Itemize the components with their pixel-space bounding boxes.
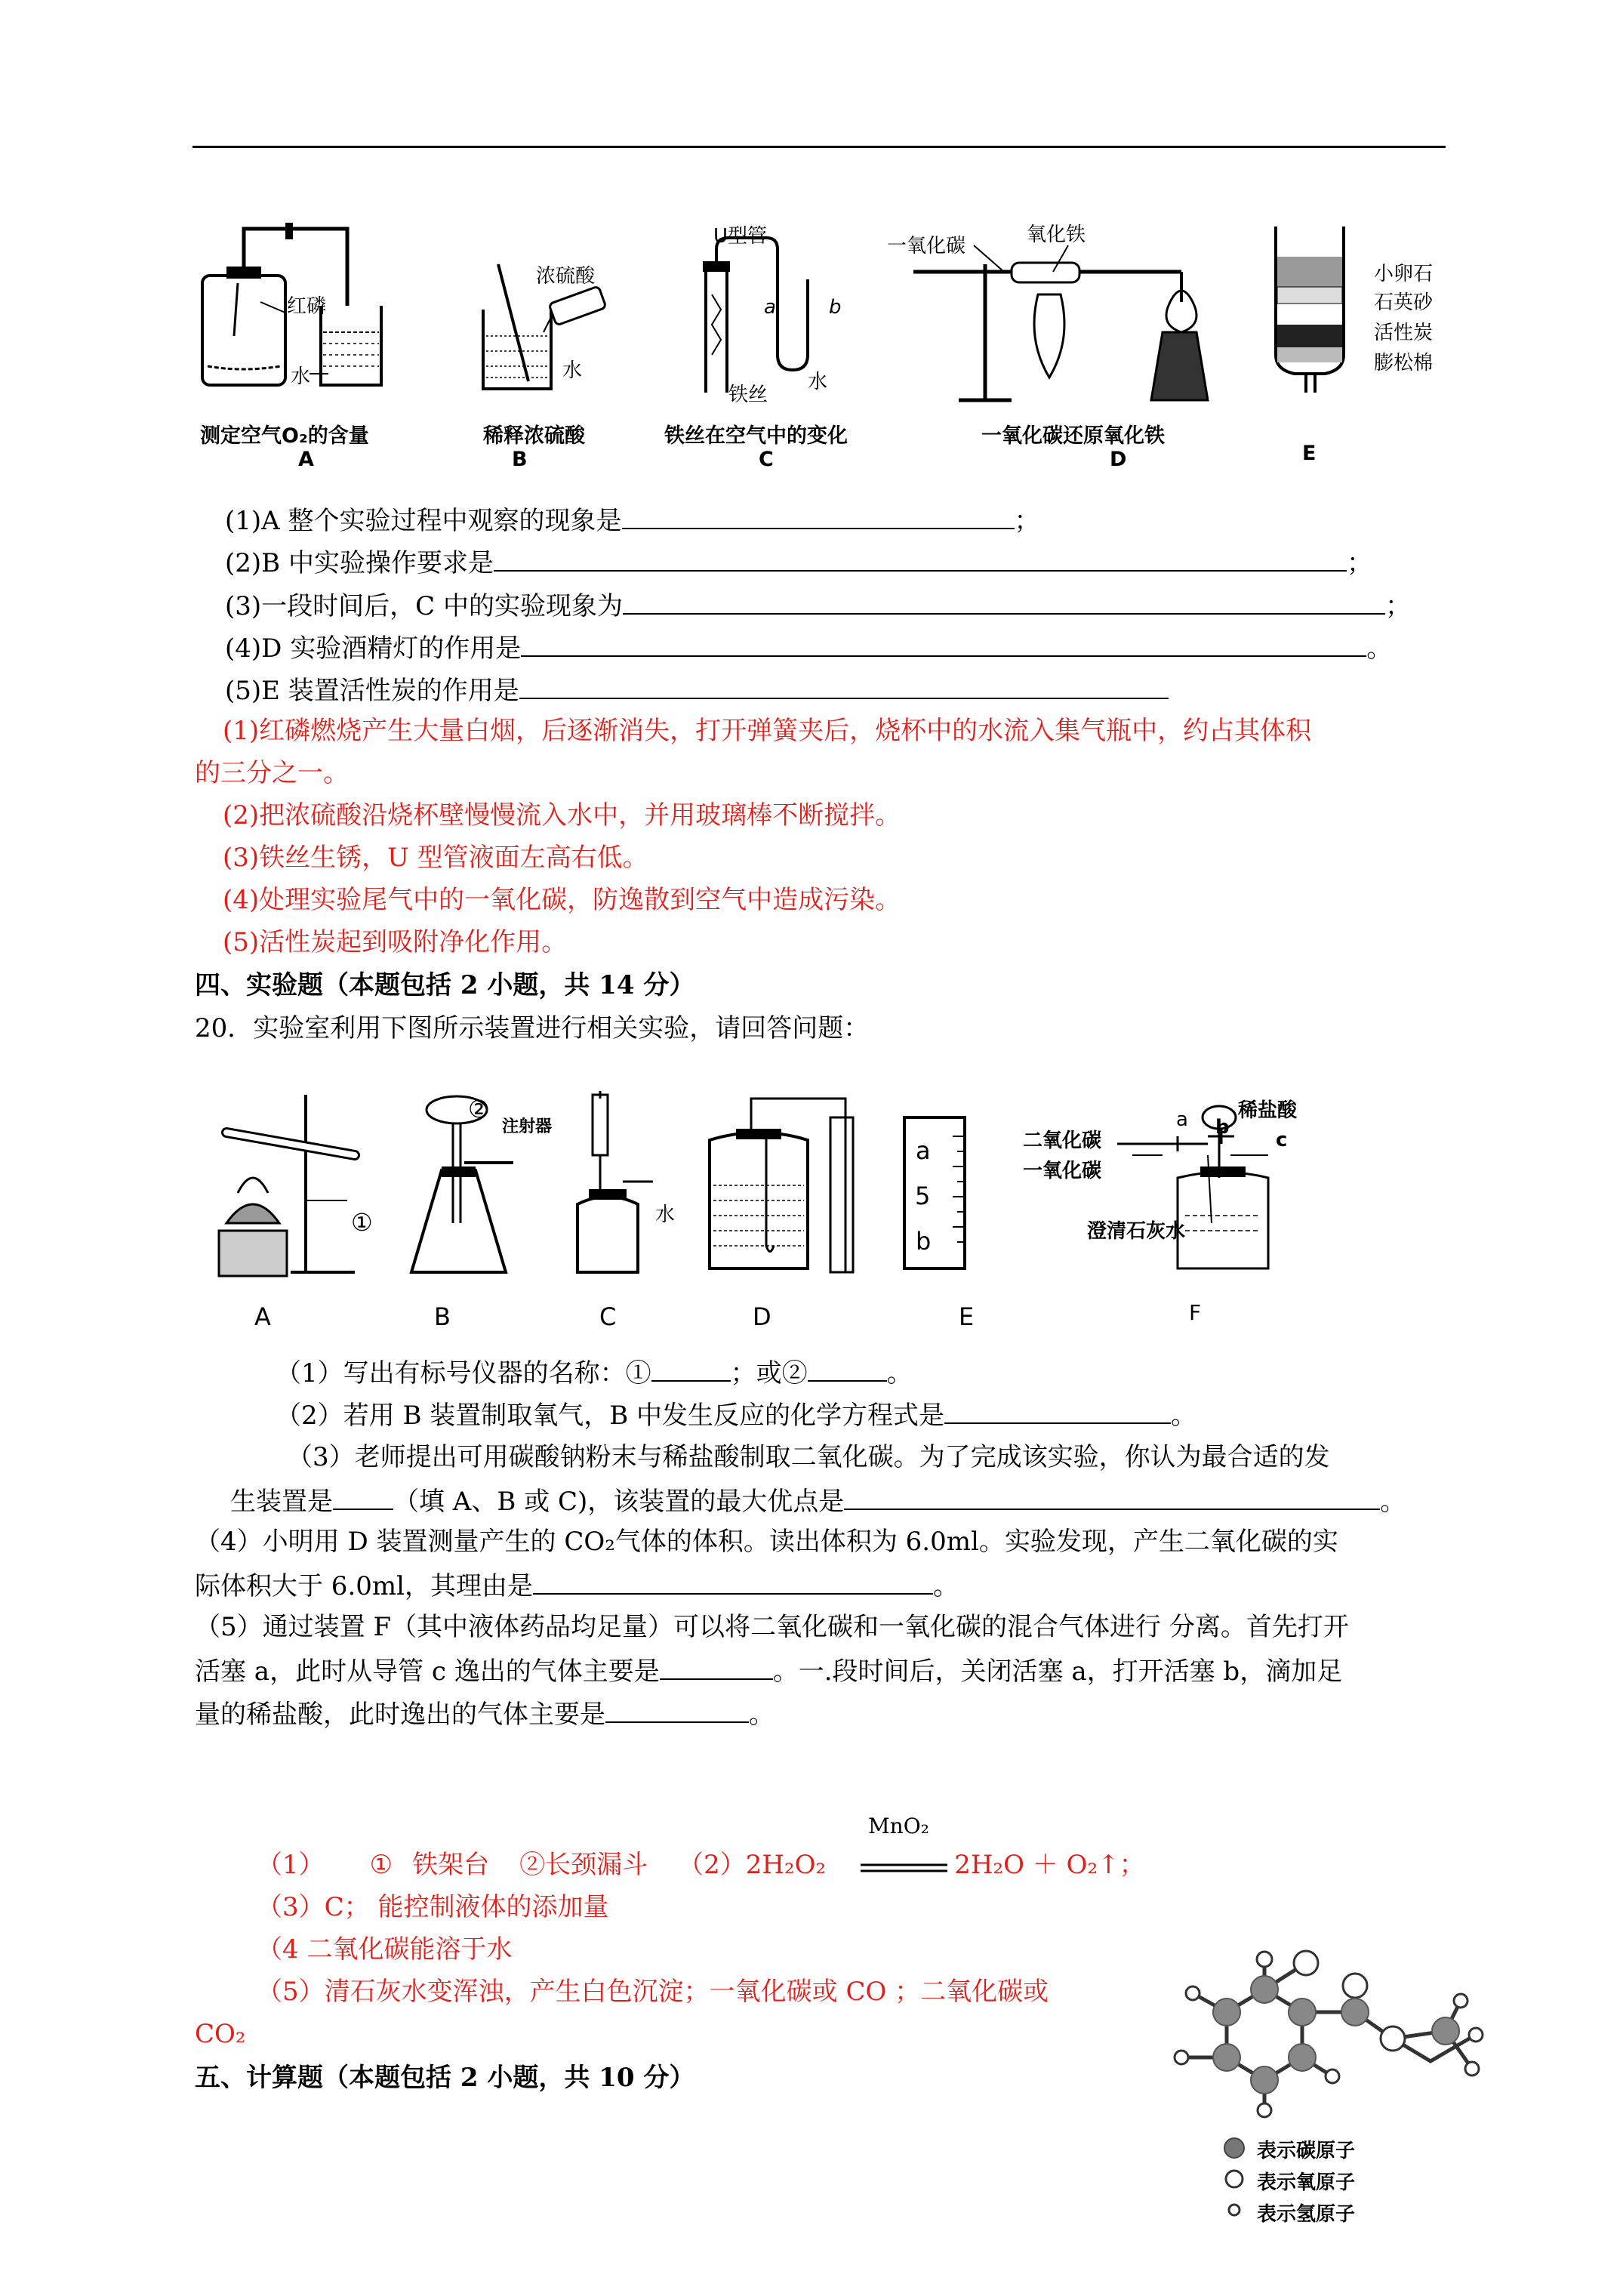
q20-q3-text: 生装置是	[230, 1487, 333, 1517]
letter-c: C	[759, 448, 774, 471]
q20-q2	[276, 1398, 1196, 1431]
q19-item-3-text: (3)一段时间后，C 中的实验现象为	[225, 591, 623, 621]
fig2-letter-e: E	[959, 1302, 975, 1331]
label-water-b: 水	[562, 359, 583, 382]
a1-num: （1）	[257, 1850, 325, 1880]
label-carbon-monoxide-d: 一氧化碳	[887, 235, 966, 257]
label-conc-sulfuric-acid: 浓硫酸	[536, 265, 596, 288]
apparatus-2e-diagram	[898, 1110, 981, 1272]
equation-double-line	[861, 1862, 947, 1874]
q20-answer-5: （5）清石灰水变浑浊，产生白色沉淀；一氧化碳或 CO ；二氧化碳或	[257, 1977, 1049, 2007]
scale-mark-b: b	[916, 1227, 932, 1256]
answer-blank[interactable]	[844, 1484, 1380, 1510]
q20-q3-b	[230, 1484, 1406, 1517]
label-co-inlet: 一氧化碳	[1023, 1160, 1102, 1182]
q20-q3-mid: （填 A、B 或 C)，该装置的最大优点是	[393, 1487, 845, 1517]
legend-carbon-label: 表示碳原子	[1257, 2140, 1356, 2162]
label-water-d: 水	[655, 1203, 676, 1226]
caption-c: 铁丝在空气中的变化	[664, 424, 848, 448]
q19-item-3-end: ；	[1384, 591, 1411, 621]
q20-q1	[276, 1356, 913, 1388]
q19-answer-2: (2)把浓硫酸沿烧杯壁慢慢流入水中，并用玻璃棒不断搅拌。	[223, 800, 901, 831]
q19-item-1	[225, 504, 1040, 536]
q20-q2-end: 。	[1171, 1401, 1197, 1431]
q19-answer-3: (3)铁丝生锈，U 型管液面左高右低。	[223, 843, 648, 873]
apparatus-2c-diagram	[562, 1091, 653, 1280]
eq-left: 2H₂O₂	[745, 1850, 827, 1880]
label-c-b: b	[829, 296, 842, 319]
label-activated-carbon: 活性炭	[1374, 322, 1434, 344]
answer-blank[interactable]	[623, 589, 1385, 615]
a1-circle: ①	[369, 1850, 393, 1880]
q20-stem: 20．实验室利用下图所示装置进行相关实验，请回答问题：	[195, 1013, 870, 1043]
answer-blank[interactable]	[605, 1697, 749, 1723]
label-u-tube: U型管	[713, 225, 768, 248]
label-quartz-sand: 石英砂	[1374, 291, 1434, 314]
header-rule	[192, 146, 1446, 148]
q20-q5-end: 。	[749, 1700, 775, 1730]
label-pebbles: 小卵石	[1374, 263, 1434, 285]
legend-carbon-icon	[1223, 2137, 1246, 2159]
q20-q2-text: （2）若用 B 装置制取氧气，B 中发生反应的化学方程式是	[276, 1401, 945, 1431]
circle-label-2: ②	[468, 1095, 490, 1123]
caption-b: 稀释浓硫酸	[483, 424, 585, 448]
label-limewater: 澄清石灰水	[1087, 1220, 1186, 1243]
q20-answer-3: （3）C； 能控制液体的添加量	[257, 1892, 609, 1922]
q19-item-4-end: 。	[1366, 633, 1393, 664]
q19-item-1-text: (1)A 整个实验过程中观察的现象是	[225, 506, 622, 536]
molecule-model-diagram	[1129, 1955, 1483, 2137]
q20-answer-5-cont: CO₂	[195, 2019, 246, 2049]
fig2-letter-c: C	[599, 1302, 617, 1331]
q20-q5-c	[195, 1697, 775, 1730]
q20-q5-text-2: 量的稀盐酸，此时逸出的气体主要是	[195, 1700, 605, 1730]
section-5-title: 五、计算题（本题包括 2 小题，共 10 分）	[195, 2063, 695, 2093]
label-valve-a: a	[1176, 1108, 1188, 1131]
answer-blank[interactable]	[333, 1484, 393, 1510]
q20-q4-end: 。	[933, 1571, 959, 1601]
legend-oxygen-label: 表示氧原子	[1257, 2171, 1356, 2194]
q19-item-5	[225, 673, 1169, 706]
q20-q4-a: （4）小明用 D 装置测量产生的 CO₂气体的体积。读出体积为 6.0ml。实验发现，产生二氧化碳的实	[195, 1527, 1338, 1557]
label-c-a: a	[764, 296, 776, 319]
legend-hydrogen-icon	[1227, 2203, 1241, 2217]
q19-item-3	[225, 589, 1411, 621]
letter-e: E	[1302, 442, 1317, 465]
apparatus-2a-diagram	[204, 1095, 377, 1276]
q19-answer-5: (5)活性炭起到吸附净化作用。	[223, 927, 568, 957]
answer-blank[interactable]	[494, 546, 1347, 572]
answer-blank[interactable]	[533, 1569, 933, 1595]
label-red-phosphorus: 红磷	[287, 295, 327, 318]
q20-q4-text: 际体积大于 6.0ml，其理由是	[195, 1571, 533, 1601]
q20-q5-a: （5）通过装置 F（其中液体药品均足量）可以将二氧化碳和一氧化碳的混合气体进行 分离。首先打开	[195, 1612, 1349, 1642]
q19-answer-1: (1)红磷燃烧产生大量白烟，后逐渐消失，打开弹簧夹后，烧杯中的水流入集气瓶中，约占其体积	[223, 716, 1312, 746]
fig2-letter-f: F	[1189, 1300, 1202, 1325]
q19-item-2-end: ；	[1346, 548, 1372, 578]
q19-item-2-text: (2)B 中实验操作要求是	[225, 548, 494, 578]
apparatus-d-diagram	[913, 249, 1246, 408]
q20-q1-end: 。	[886, 1358, 913, 1388]
eq-right: 2H₂O ＋ O₂↑；	[954, 1850, 1145, 1880]
q20-q1-mid: ；或②	[730, 1358, 808, 1388]
answer-blank[interactable]	[808, 1356, 887, 1382]
a1-iron-stand: 铁架台	[412, 1850, 490, 1880]
catalyst-label: MnO₂	[868, 1814, 929, 1838]
label-iron-wire: 铁丝	[728, 384, 768, 406]
q20-q3-end: 。	[1380, 1487, 1406, 1517]
q20-answer-1	[257, 1850, 1145, 1880]
answer-blank[interactable]	[519, 673, 1169, 699]
letter-d: D	[1110, 448, 1127, 471]
legend-hydrogen-label: 表示氢原子	[1257, 2203, 1356, 2226]
q19-item-5-text: (5)E 装置活性炭的作用是	[225, 676, 519, 706]
answer-blank[interactable]	[660, 1654, 773, 1680]
circle-label-1: ①	[351, 1208, 373, 1237]
q19-item-4-text: (4)D 实验酒精灯的作用是	[225, 633, 522, 664]
legend-oxygen-icon	[1224, 2169, 1244, 2189]
q20-q4-b	[195, 1569, 959, 1601]
q19-item-4	[225, 631, 1392, 664]
q20-q5-b	[195, 1654, 1342, 1687]
caption-d: 一氧化碳还原氧化铁	[981, 424, 1165, 448]
q19-answer-1-cont: 的三分之一。	[195, 758, 349, 788]
fig2-letter-d: D	[753, 1302, 771, 1331]
apparatus-2d-diagram	[694, 1095, 861, 1276]
q20-q1-text: （1）写出有标号仪器的名称：①	[276, 1358, 651, 1388]
apparatus-e-diagram	[1268, 227, 1351, 393]
section-4-title: 四、实验题（本题包括 2 小题，共 14 分）	[195, 970, 695, 1000]
label-tube-c: c	[1276, 1129, 1288, 1151]
label-valve-b: b	[1215, 1116, 1230, 1139]
fig2-letter-b: B	[434, 1302, 451, 1331]
label-syringe: 注射器	[502, 1117, 553, 1136]
answer-blank[interactable]	[521, 631, 1366, 657]
scale-mark-a: a	[916, 1136, 931, 1165]
answer-blank[interactable]	[944, 1398, 1171, 1424]
label-dilute-hcl: 稀盐酸	[1238, 1099, 1298, 1122]
q20-q5-text: 活塞 a，此时从导管 c 逸出的气体主要是	[195, 1657, 660, 1687]
q20-answer-4: （4 二氧化碳能溶于水	[257, 1934, 513, 1965]
q19-answer-4: (4)处理实验尾气中的一氧化碳，防逸散到空气中造成污染。	[223, 885, 901, 915]
q19-item-1-end: ；	[1014, 506, 1040, 536]
label-co2-inlet: 二氧化碳	[1023, 1130, 1102, 1152]
answer-blank[interactable]	[651, 1356, 731, 1382]
answer-blank[interactable]	[622, 504, 1015, 529]
scale-mark-5: 5	[915, 1182, 931, 1210]
label-water-a: 水	[291, 365, 311, 388]
label-water-c: 水	[808, 371, 828, 393]
a2-num: （2）	[678, 1850, 746, 1880]
q20-q5-mid: 。一.段时间后，关闭活塞 a，打开活塞 b，滴加足	[772, 1657, 1343, 1687]
q19-item-2	[225, 546, 1372, 578]
letter-a: A	[298, 448, 314, 471]
fig2-letter-a: A	[254, 1302, 271, 1331]
label-iron-oxide: 氧化铁	[1027, 223, 1086, 246]
q20-q3-a: （3）老师提出可用碳酸钠粉末与稀盐酸制取二氧化碳。为了完成该实验，你认为最合适的发	[287, 1442, 1330, 1472]
a1-funnel: ②长颈漏斗	[519, 1850, 648, 1880]
caption-a: 测定空气O₂的含量	[200, 424, 369, 448]
label-cotton: 膨松棉	[1374, 352, 1434, 374]
letter-b: B	[512, 448, 528, 471]
